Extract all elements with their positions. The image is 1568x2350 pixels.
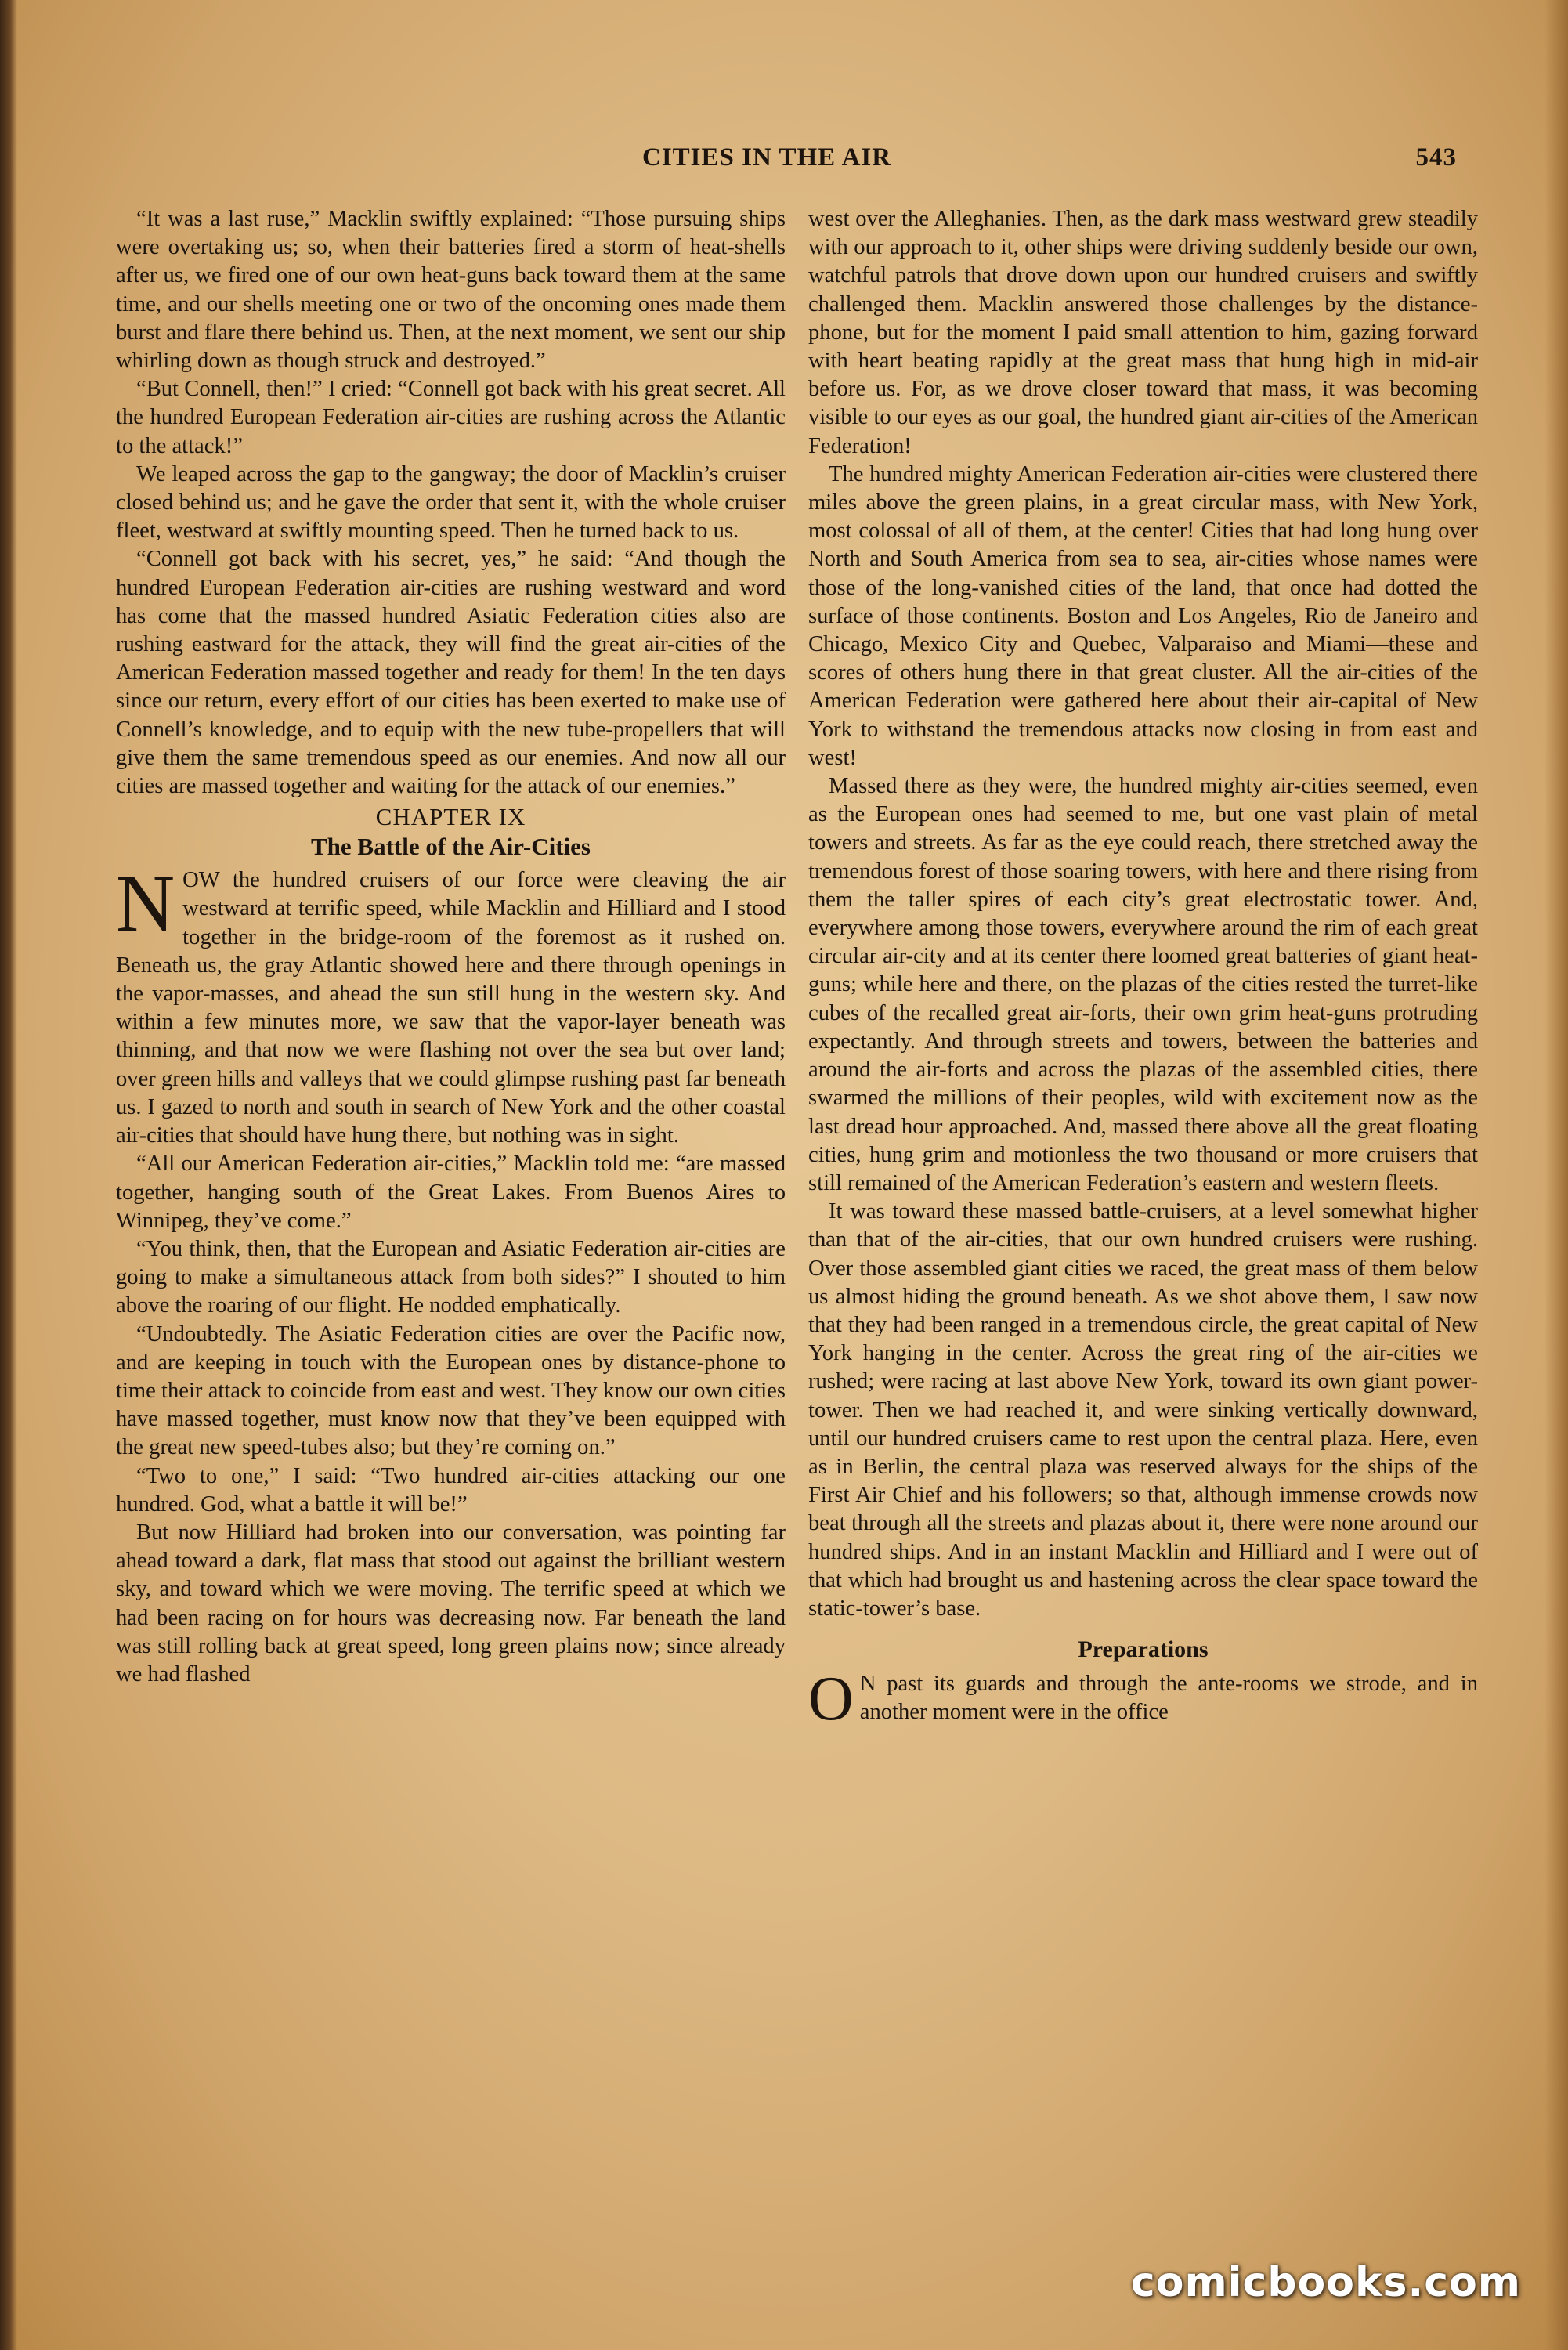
paragraph-with-dropcap <box>808 1665 1478 1734</box>
paragraph-text: N past its guards and through the ante-rooms we strode, and in another moment were in the office <box>859 1672 1478 1725</box>
paragraph: But now Hilliard had broken into our conversation, was pointing far ahead toward a dark, flat mass that stood out against the brilliant western sky, and toward which we were moving. The terrific speed at which we had been racing on for hours was decreasing now. Far beneath the land was still rolling back at great speed, long green plains now; since already we had flashed <box>116 1520 786 1687</box>
page-edge-right <box>1545 0 1568 2350</box>
running-title: CITIES IN THE AIR <box>642 143 892 172</box>
paragraph: It was toward these massed battle-cruisers, at a level somewhat higher than that of the air-cities, that our own hundred cruisers were rushing. Over those assembled giant cities we raced, the great mass of them below us almost hiding the ground beneath. As we shot above them, I saw now that they had been ranged in a tremendous circle, the great capital of New York hanging in the center. Across the great ring of the air-cities we rushed; were racing at last above New York, toward its own giant power-tower. Then we had reached it, and were sinking vertically downward, until our hundred cruisers came to rest upon the central plaza. Here, even as in Berlin, the central plaza was reserved always for the ships of the First Air Chief and his followers; so that, although immense crowds now beat through all the streets and plazas about it, there were none around our hundred ships. And in an instant Macklin and Hilliard and I were out of that which had brought us and hastening across the clear space toward the static-tower’s base. <box>808 1199 1478 1621</box>
paragraph: “You think, then, that the European and Asiatic Federation air-cities are going to make a simultaneous attack from both sides?” I shouted to him above the roaring of our flight. He nodded emphatically. <box>116 1236 786 1318</box>
page-number: 543 <box>1415 143 1457 172</box>
page-header <box>642 138 1457 177</box>
page-edge-left <box>0 0 17 2350</box>
paragraph: “But Connell, then!” I cried: “Connell got back with his great secret. All the hundred European Federation air-cities are rushing across the Atlantic to the attack!” <box>116 377 786 458</box>
paragraph: We leaped across the gap to the gangway; the door of Macklin’s cruiser closed behind us; and he gave the order that sent it, with the whole cruiser fleet, westward at swiftly mounting speed. Then he turned back to us. <box>116 461 786 544</box>
paragraph: “All our American Federation air-cities,” Macklin told me: “are massed together, hanging south of the Great Lakes. From Buenos Aires to Winnipeg, they’ve come.” <box>116 1152 786 1233</box>
chapter-title: The Battle of the Air-Cities <box>311 833 591 861</box>
right-column <box>808 205 1478 1734</box>
drop-cap: O <box>808 1665 854 1734</box>
paragraph: The hundred mighty American Federation air-cities were clustered there miles above the green plains, in a great circular mass, with New York, most colossal of all of them, at the center! Cities that had long hung over North and South America from sea to sea, air-cities whose names were those of the long-vanished cities of the land, that once had dotted the surface of those continents. Boston and Los Angeles, Rio de Janeiro and Chicago, Mexico City and Quebec, Valparaiso and Miami—these and scores of others hung there in that great cluster. All the air-cities of the American Federation were gathered here about their air-capital of New York to withstand the tremendous attacks now closing in from east and west! <box>808 461 1478 770</box>
paragraph-text: OW the hundred cruisers of our force were cleaving the air westward at terrific speed, while Macklin and Hilliard and I stood together in the bridge-room of the foremost as it rushed on. Beneath us, the gray Atlantic showed here and there through openings in the vapor-masses, and ahead the sun still hung in the western sky. And within a few minutes more, we saw that the vapor-layer beneath was thinning, and that now we were flashing not over the sea but over land; over green hills and valleys that we could glimpse rushing past far beneath us. I gazed to north and south in search of New York and the other coastal air-cities that should have hung there, but nothing was in sight. <box>116 868 786 1148</box>
section-title: Preparations <box>1078 1636 1209 1663</box>
paragraph-with-dropcap <box>116 859 786 1150</box>
paragraph: “Two to one,” I said: “Two hundred air-cities attacking our one hundred. God, what a battle it will be!” <box>116 1463 786 1517</box>
paragraph: west over the Alleghanies. Then, as the dark mass westward grew steadily with our approach to it, other ships were driving suddenly beside our own, watchful patrols that drove down upon our hundred cruisers and swiftly challenged them. Macklin answered those challenges by the distance-phone, but for the moment I paid small attention to him, gazing forward with heart beating rapidly at the great mass that hung high in mid-air before us. For, as we drove closer toward that mass, it was becoming visible to our eyes as our goal, the hundred giant air-cities of the American Federation! <box>808 207 1478 458</box>
paragraph: “Undoubtedly. The Asiatic Federation cities are over the Pacific now, and are keeping in touch with the European ones by distance-phone to time their attack to coincide from east and west. They know our own cities have massed together, must know now that they’ve been equipped with the great new speed-tubes also; but they’re coming on.” <box>116 1321 786 1460</box>
drop-cap: N <box>116 859 175 949</box>
paragraph: “Connell got back with his secret, yes,” he said: “And though the hundred European Federation air-cities are rushing westward and word has come that the massed hundred Asiatic Federation cities also are rushing eastward for the attack, they will find the great air-cities of the American Federation massed together and ready for them! In the ten days since our return, every effort of our cities has been exerted to make use of Connell’s knowledge, and to equip with the new tube-propellers that will give them the same tremendous speed as our enemies. And now all our cities are massed together and waiting for the attack of our enemies.” <box>116 547 786 799</box>
watermark: comicbooks.com <box>1130 2259 1521 2306</box>
paragraph: “It was a last ruse,” Macklin swiftly explained: “Those pursuing ships were overtaking us; so, when their batteries fired a storm of heat-shells after us, we fired one of our own heat-guns back toward them at the same time, and our shells meeting one or two of the oncoming ones made them burst and flare there behind us. Then, at the next moment, we sent our ship whirling down as though struck and destroyed.” <box>116 207 786 374</box>
paragraph: Massed there as they were, the hundred mighty air-cities seemed, even as the European ones had seemed to me, but one vast plain of metal towers and streets. As far as the eye could reach, there stretched away the tremendous forest of those soaring towers, with here and there rising from them the taller spires of each city’s great electrostatic tower. And, everywhere among those towers, everywhere around the rim of each great circular air-city and at its center there loomed great batteries of giant heat-guns; while here and there, on the plazas of the cities rested the turret-like cubes of the recalled great air-forts, their own grim heat-guns protruding expectantly. And through streets and towers, between the batteries and around the air-forts and across the plazas of the assembled cities, there swarmed the millions of their peoples, wild with excitement now as the last dread hour approached. And, massed there above all the great floating cities, hung grim and motionless the two thousand or more cruisers that still remained of the American Federation’s eastern and western fleets. <box>808 774 1478 1195</box>
chapter-number: CHAPTER IX <box>375 803 526 831</box>
left-column <box>116 205 786 1689</box>
